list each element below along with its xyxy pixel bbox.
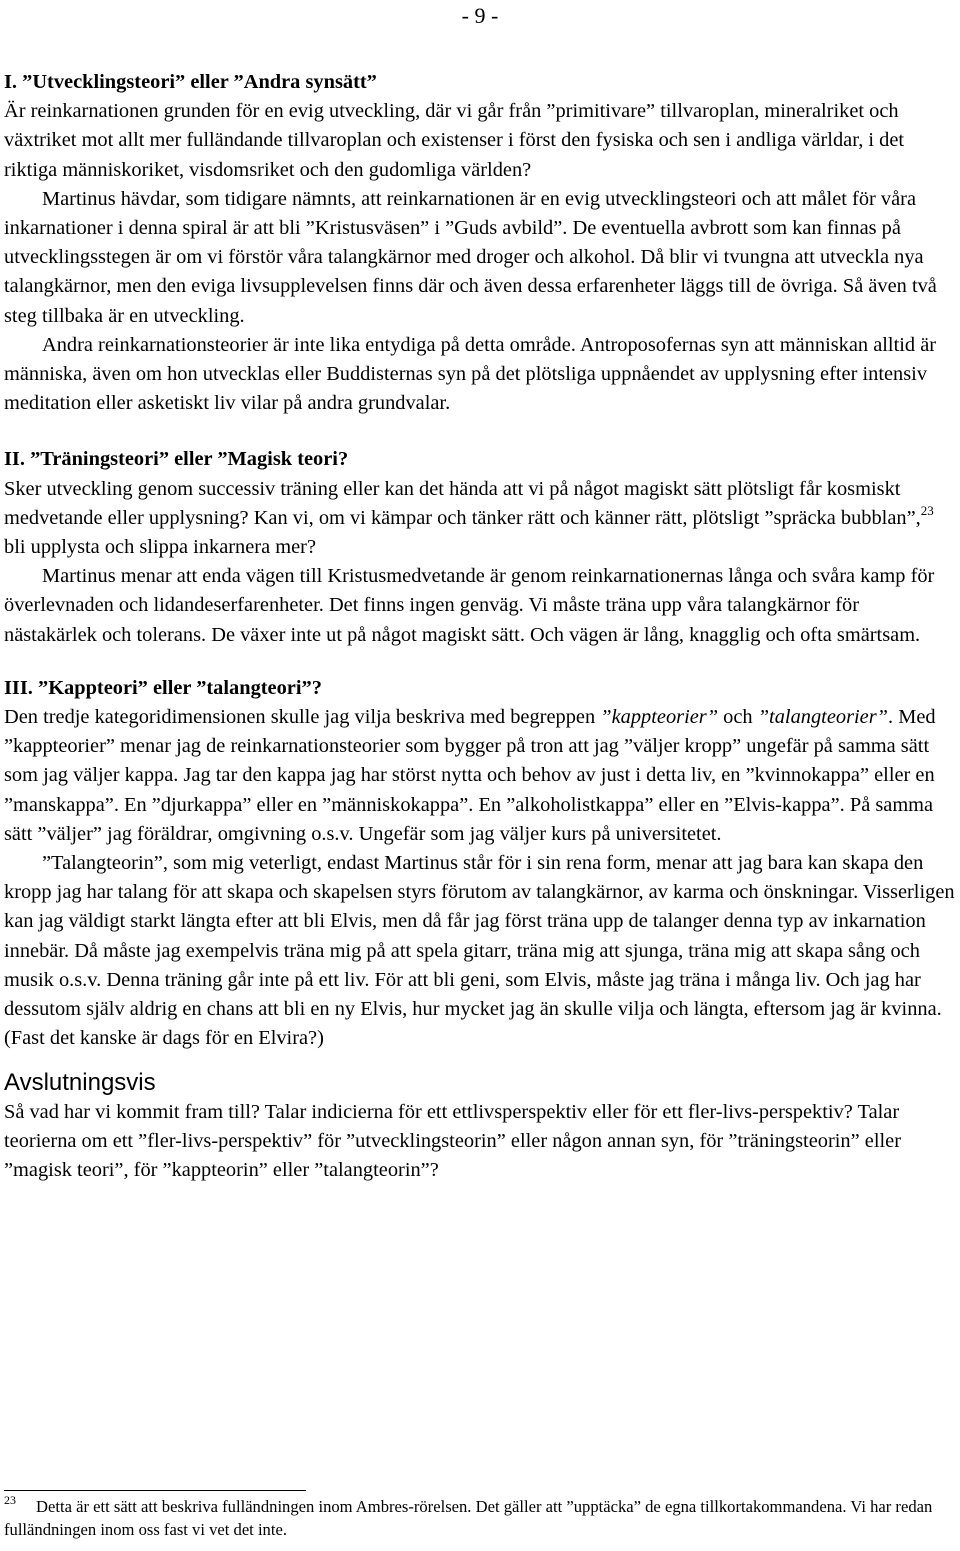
conclusion-paragraph: Så vad har vi kommit fram till? Talar indicierna för ett ettlivsperspektiv eller för ett fler-livs-perspektiv? Talar teorierna om ett ”fler-livs-perspektiv” för ”utvecklingsteorin” eller någon annan syn, för ”träningsteorin” eller ”magisk teori”, för ”kappteorin” eller ”talangteorin”? xyxy=(4,1100,901,1181)
footnote xyxy=(4,1495,956,1541)
section-3-p1-text-a: Den tredje kategoridimensionen skulle jag vilja beskriva med begreppen xyxy=(4,706,601,729)
section-1-paragraph-2: Martinus hävdar, som tidigare nämnts, att reinkarnationen är en evig utvecklingsteori och att målet för våra inkarnationer i denna spiral är att bli ”Kristusväsen” i ”Guds avbild”. De eventuella avbrott som kan finnas på utvecklingsstegen är om vi förstör våra talangkärnor med droger och alkohol. Då blir vi tvungna att utveckla nya talangkärnor, men den eviga livsupplevelsen finns där och även dessa erfarenheter läggs till de övriga. Så även två steg tillbaka är en utveckling. xyxy=(4,187,937,327)
footnote-reference: 23 xyxy=(920,502,934,518)
section-3-heading: III. ”Kappteori” eller ”talangteori”? xyxy=(4,676,322,699)
document-body xyxy=(4,68,956,1185)
section-3-p1-text-b: och xyxy=(718,706,758,729)
section-2-p1-text-a: Sker utveckling genom successiv träning eller kan det hända att vi på något magiskt sätt plötsligt får kosmiskt medvetande eller upplysning? Kan vi, om vi kämpar och tänker rätt och känner rätt, plötsligt ”spräcka bubblan”, xyxy=(4,477,921,529)
section-1-heading: I. ”Utvecklingsteori” eller ”Andra synsätt” xyxy=(4,71,377,93)
conclusion-heading: Avslutningsvis xyxy=(4,1068,156,1096)
section-3-term-kappteorier: ”kappteorier” xyxy=(600,706,719,729)
section-1-paragraph-3: Andra reinkarnationsteorier är inte lika entydiga på detta område. Antroposofernas syn att människan alltid är människa, även om hon utvecklas eller Buddisternas syn på det plötsliga uppnåendet av upplysning efter intensiv meditation eller asketiskt liv vilar på andra grundvalar. xyxy=(4,333,937,415)
section-2-p1-text-b: bli upplysta och slippa inkarnera mer? xyxy=(4,536,316,559)
section-3-term-talangteorier: ”talangteorier” xyxy=(757,706,889,729)
section-2-heading: II. ”Träningsteori” eller ”Magisk teori? xyxy=(4,448,349,471)
section-3-paragraph-1 xyxy=(4,703,956,849)
section-3-paragraph-2: ”Talangteorin”, som mig veterligt, endast Martinus står för i sin rena form, menar att jag bara kan skapa den kropp jag har talang för att skapa och skapelsen styrs förutom av talangkärnor, av karma och önskningar. Visserligen kan jag väldigt starkt längta efter att bli Elvis, men då får jag först träna upp de talanger denna typ av inkarnation innebär. Då måste jag exempelvis träna mig på att spela gitarr, träna mig att sjunga, träna mig att skapa sång och musik o.s.v. Denna träning går inte på ett liv. För att bli geni, som Elvis, måste jag träna i många liv. Och jag har dessutom själv aldrig en chans att bli en ny Elvis, hur mycket jag än skulle vilja och längta, eftersom jag är kvinna. (Fast det kanske är dags för en Elvira?) xyxy=(4,852,955,1050)
page-number: - 9 - xyxy=(461,3,499,28)
section-2-paragraph-2: Martinus menar att enda vägen till Kristusmedvetande är genom reinkarnationernas långa och svåra kamp för överlevnaden och lidandeserfarenheter. Det finns ingen genväg. Vi måste träna upp våra talangkärnor för nästakärlek och tolerans. De växer inte ut på något magiskt sätt. Och vägen är lång, knagglig och ofta smärtsam. xyxy=(4,565,935,646)
section-2-paragraph-1 xyxy=(4,475,956,563)
footnote-text: Detta är ett sätt att beskriva fulländningen inom Ambres-rörelsen. Det gäller att ”upptäcka” de egna tillkortakommandena. Vi har redan fulländningen inom oss fast vi vet det inte. xyxy=(4,1497,933,1539)
footnote-separator xyxy=(4,1490,306,1491)
section-1-paragraph-1: Är reinkarnationen grunden för en evig utveckling, där vi går från ”primitivare” tillvaroplan, mineralriket och växtriket mot allt mer fulländande tillvaroplan och existenser i först den fysiska och sen i andliga världar, i det riktiga människoriket, visdomsriket och den gudomliga världen? xyxy=(4,100,905,181)
section-3-p1-text-c: . Med ”kappteorier” menar jag de reinkarnationsteorier som bygger på tron att jag ”väljer kropp” ungefär på samma sätt som jag väljer kappa. Jag tar den kappa jag har störst nytta och behov av just i detta liv, en ”kvinnokappa” eller en ”manskappa”. En ”djurkappa” eller en ”människokappa”. En ”alkoholistkappa” eller en ”Elvis-kappa”. På samma sätt ”väljer” jag föräldrar, omgivning o.s.v. Ungefär som jag väljer kurs på universitetet. xyxy=(4,706,936,845)
footnote-number: 23 xyxy=(4,1493,16,1507)
